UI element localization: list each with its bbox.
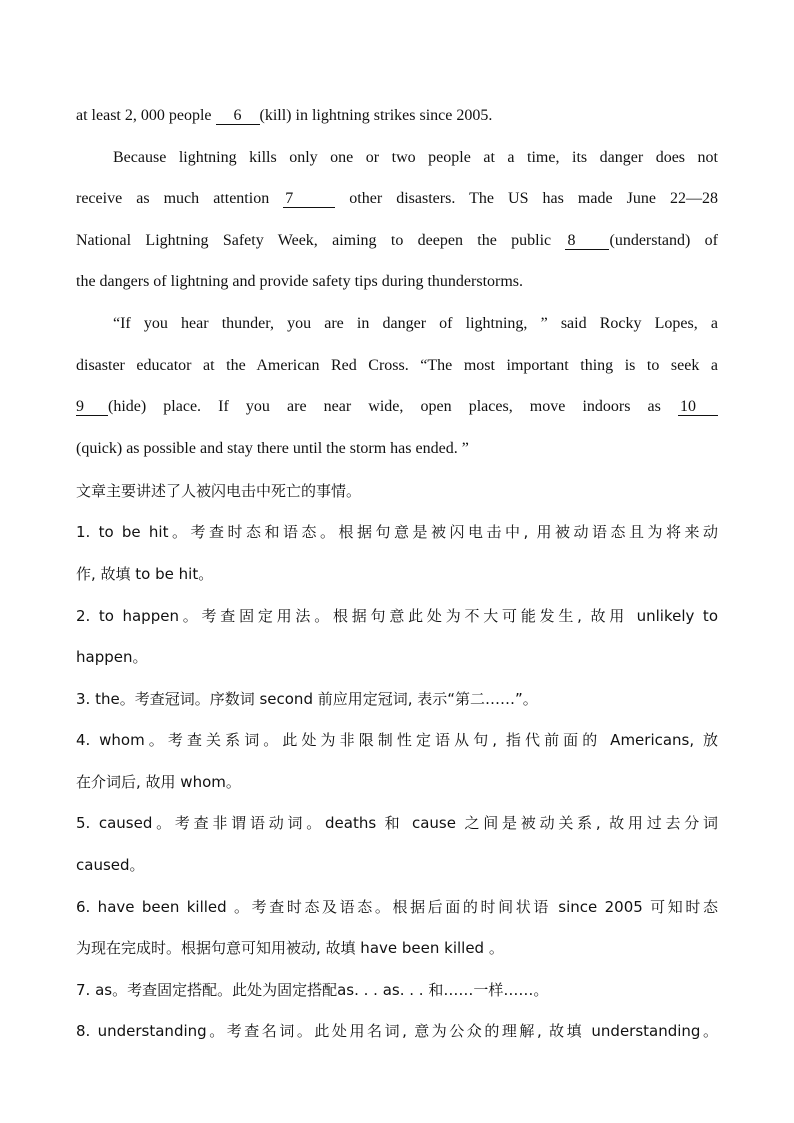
passage-text: (understand) of	[609, 232, 718, 249]
passage-line-3	[76, 189, 718, 209]
answer-1-line-2: 作, 故填 to be hit。	[76, 565, 214, 583]
answer-3-line-1: 3. the。考查冠词。序数词 second 前应用定冠词, 表示“第二……”。	[76, 690, 538, 708]
blank-6: 6	[216, 108, 260, 125]
passage-text: National Lightning Safety Week, aiming to deepen the public	[76, 232, 566, 249]
passage-text: (hide) place. If you are near wide, open places, move indoors as	[108, 398, 678, 415]
blank-10: 10	[678, 399, 718, 416]
passage-line-8	[76, 397, 718, 417]
answer-8-line-1: 8. understanding。考查名词。此处用名词, 意为公众的理解, 故填 understanding。	[76, 1022, 718, 1040]
answer-6-line-1: 6. have been killed 。考查时态及语态。根据后面的时间状语 since 2005 可知时态	[76, 898, 718, 916]
passage-text: at least 2, 000 people	[76, 107, 216, 124]
passage-text: (kill) in lightning strikes since 2005.	[259, 107, 493, 124]
passage-line-1	[76, 106, 718, 126]
passage-line-2: Because lightning kills only one or two people at a time, its danger does not	[113, 149, 718, 166]
summary-line: 文章主要讲述了人被闪电击中死亡的事情。	[76, 482, 362, 500]
answer-7-line-1: 7. as。考查固定搭配。此处为固定搭配as. . . as. . . 和……一样……。	[76, 981, 549, 999]
answer-1-line-1: 1. to be hit。考查时态和语态。根据句意是被闪电击中, 用被动语态且为将来动	[76, 523, 718, 541]
answer-4-line-1: 4. whom。考查关系词。此处为非限制性定语从句, 指代前面的 Americans, 放	[76, 731, 718, 749]
answer-4-line-2: 在介词后, 故用 whom。	[76, 773, 241, 791]
passage-line-6: “If you hear thunder, you are in danger of lightning, ” said Rocky Lopes, a	[113, 315, 718, 332]
passage-text: receive as much attention	[76, 190, 284, 207]
blank-8: 8	[565, 233, 609, 250]
answer-2-line-1: 2. to happen。考查固定用法。根据句意此处为不大可能发生, 故用 unlikely to	[76, 607, 718, 625]
blank-9: 9	[76, 399, 108, 416]
answer-5-line-2: caused。	[76, 856, 145, 874]
blank-7: 7	[283, 191, 335, 208]
answer-2-line-2: happen。	[76, 648, 148, 666]
passage-line-7: disaster educator at the American Red Cross. “The most important thing is to seek a	[76, 357, 718, 374]
answer-5-line-1: 5. caused。考查非谓语动词。deaths 和 cause 之间是被动关系, 故用过去分词	[76, 814, 718, 832]
passage-text: other disasters. The US has made June 22—28	[335, 190, 718, 207]
passage-line-5: the dangers of lightning and provide safety tips during thunderstorms.	[76, 273, 524, 290]
answer-6-line-2: 为现在完成时。根据句意可知用被动, 故填 have been killed 。	[76, 939, 504, 957]
passage-line-4	[76, 231, 718, 251]
passage-line-9: (quick) as possible and stay there until the storm has ended. ”	[76, 440, 469, 457]
